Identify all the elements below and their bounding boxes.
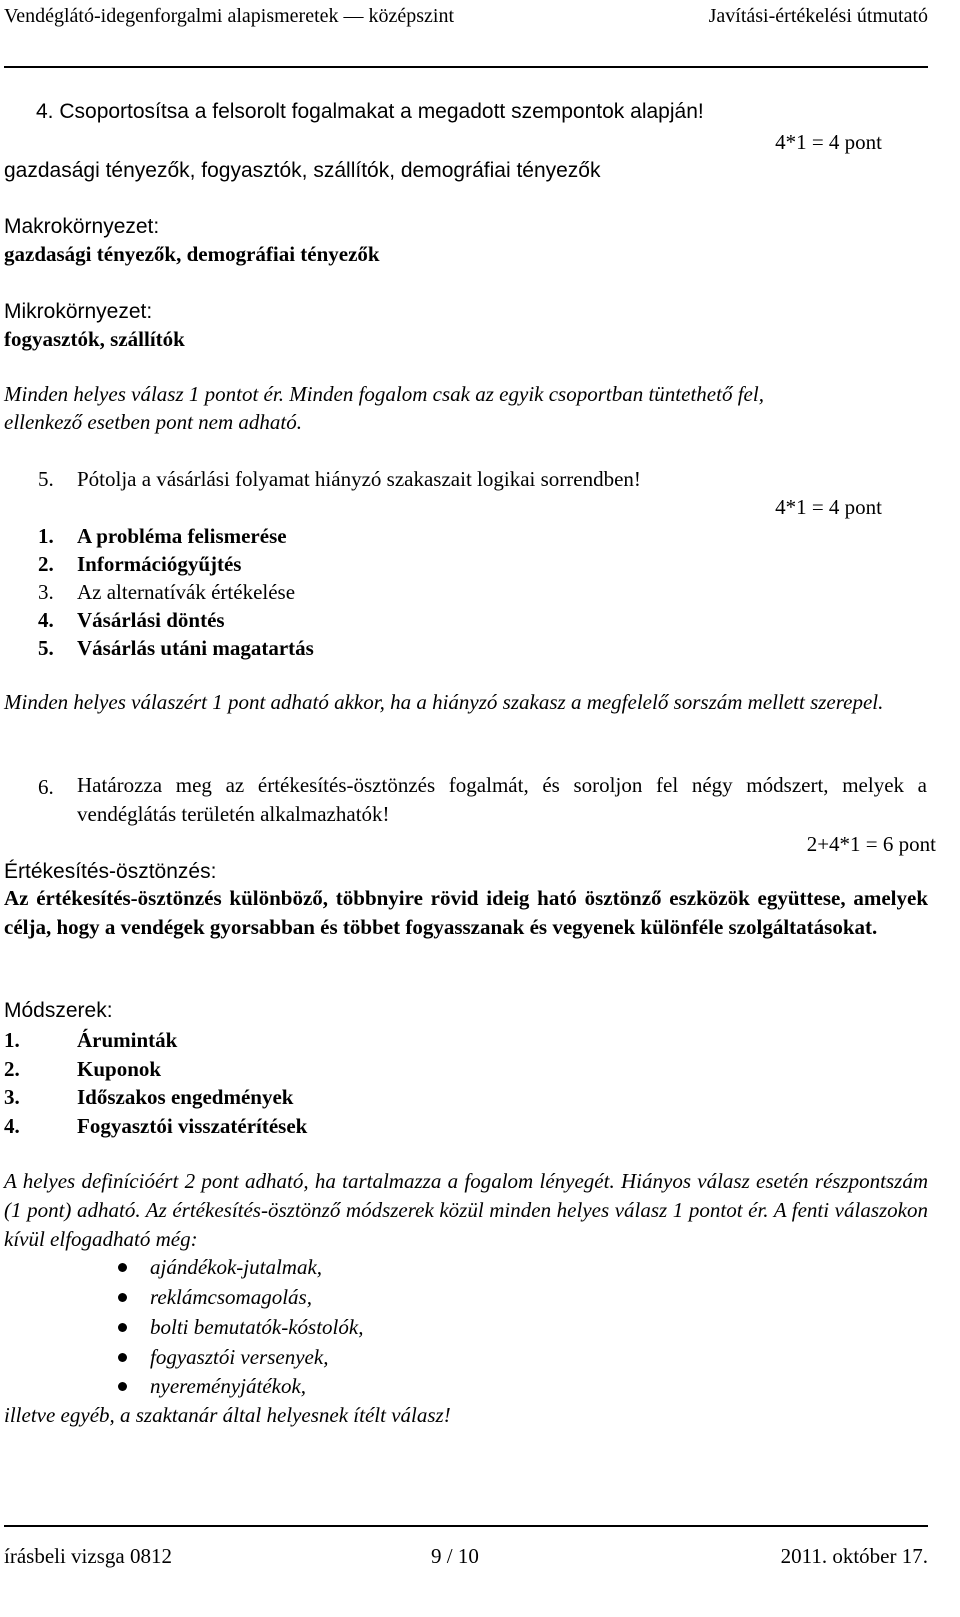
q5-number: 5. xyxy=(38,467,54,491)
q6-methods-label: Módszerek: xyxy=(4,999,113,1022)
q5-step-number: 2. xyxy=(38,552,54,576)
q5-step-text: Vásárlás utáni magatartás xyxy=(77,636,314,660)
q6-method-number: 1. xyxy=(4,1028,20,1052)
q6-method-number: 4. xyxy=(4,1114,20,1138)
q5-step-number: 4. xyxy=(38,608,54,632)
q5-step-text: Információgyűjtés xyxy=(77,552,242,576)
q6-closing: illetve egyéb, a szaktanár által helyesnek ítélt válasz! xyxy=(4,1403,451,1427)
bullet-icon xyxy=(118,1382,127,1391)
q4-micro-answer: fogyasztók, szállítók xyxy=(4,327,185,351)
q6-number: 6. xyxy=(38,775,54,799)
q5-note: Minden helyes válaszért 1 pont adható akkor, ha a hiányzó szakasz a megfelelő sorszám mellett szerepel. xyxy=(4,690,884,714)
q5-step-text: A probléma felismerése xyxy=(77,524,287,548)
q6-extra-item: ajándékok-jutalmak, xyxy=(150,1255,323,1279)
q6-note: A helyes definícióért 2 pont adható, ha tartalmazza a fogalom lényegét. Hiányos válasz esetén részpontszám (1 pont) adható. Az értékesítés-ösztönző módszerek közül minden helyes válasz 1 pontot ér. A fenti válaszokon kívül elfogadható még: xyxy=(4,1169,928,1251)
q6-extra-item: reklámcsomagolás, xyxy=(150,1285,312,1309)
q4-micro-label: Mikrokörnyezet: xyxy=(4,300,153,323)
q5-step-text: Vásárlási döntés xyxy=(77,608,225,632)
bullet-icon xyxy=(118,1293,127,1302)
q4-points: 4*1 = 4 pont xyxy=(775,130,882,154)
q6-points: 2+4*1 = 6 pont xyxy=(806,832,936,856)
q6-method-text: Kuponok xyxy=(77,1057,162,1081)
q6-method-text: Fogyasztói visszatérítések xyxy=(77,1114,308,1138)
q6-method-number: 3. xyxy=(4,1085,20,1109)
q4-note-line2: ellenkező esetben pont nem adható. xyxy=(4,410,302,434)
q6-question: Határozza meg az értékesítés-ösztönzés fogalmát, és soroljon fel négy módszert, melyek a vendéglátás területén alkalmazhatók! xyxy=(77,773,927,826)
q5-step-text: Az alternatívák értékelése xyxy=(77,580,296,604)
q6-extra-item: fogyasztói versenyek, xyxy=(150,1345,329,1369)
q5-step-number: 5. xyxy=(38,636,54,660)
q5-points: 4*1 = 4 pont xyxy=(775,495,882,519)
q6-definition-label: Értékesítés-ösztönzés: xyxy=(4,860,217,883)
bullet-icon xyxy=(118,1353,127,1362)
header-rule xyxy=(4,66,928,68)
footer-date: 2011. október 17. xyxy=(780,1544,928,1568)
q6-definition: Az értékesítés-ösztönzés különböző, többnyire rövid ideig ható ösztönző eszközök együttese, amelyek célja, hogy a vendégek gyorsabban és többet fogyasszanak és vegyenek különféle szolgáltatásokat. xyxy=(4,886,928,939)
q6-extra-item: nyereményjátékok, xyxy=(150,1374,307,1398)
q4-macro-answer: gazdasági tényezők, demográfiai tényezők xyxy=(4,242,380,266)
q6-extra-item: bolti bemutatók-kóstolók, xyxy=(150,1315,364,1339)
q5-step-number: 1. xyxy=(38,524,54,548)
q4-question: 4. Csoportosítsa a felsorolt fogalmakat a megadott szempontok alapján! xyxy=(36,100,704,123)
footer-rule xyxy=(4,1525,928,1527)
q4-macro-label: Makrokörnyezet: xyxy=(4,215,160,238)
header-subtitle: Javítási-értékelési útmutató xyxy=(708,5,928,27)
q4-concepts: gazdasági tényezők, fogyasztók, szállítók, demográfiai tényezők xyxy=(4,159,601,182)
q6-method-text: Időszakos engedmények xyxy=(77,1085,294,1109)
q5-step-number: 3. xyxy=(38,580,54,604)
header-title: Vendéglátó-idegenforgalmi alapismeretek — középszint xyxy=(4,5,455,27)
q6-method-number: 2. xyxy=(4,1057,20,1081)
footer-page-number: 9 / 10 xyxy=(431,1544,479,1568)
footer-exam-code: írásbeli vizsga 0812 xyxy=(4,1544,172,1568)
bullet-icon xyxy=(118,1263,127,1272)
q5-question: Pótolja a vásárlási folyamat hiányzó szakaszait logikai sorrendben! xyxy=(77,467,641,491)
bullet-icon xyxy=(118,1323,127,1332)
q6-method-text: Áruminták xyxy=(77,1028,178,1052)
q4-note-line1: Minden helyes válasz 1 pontot ér. Minden fogalom csak az egyik csoportban tüntethető fel, xyxy=(4,382,764,406)
